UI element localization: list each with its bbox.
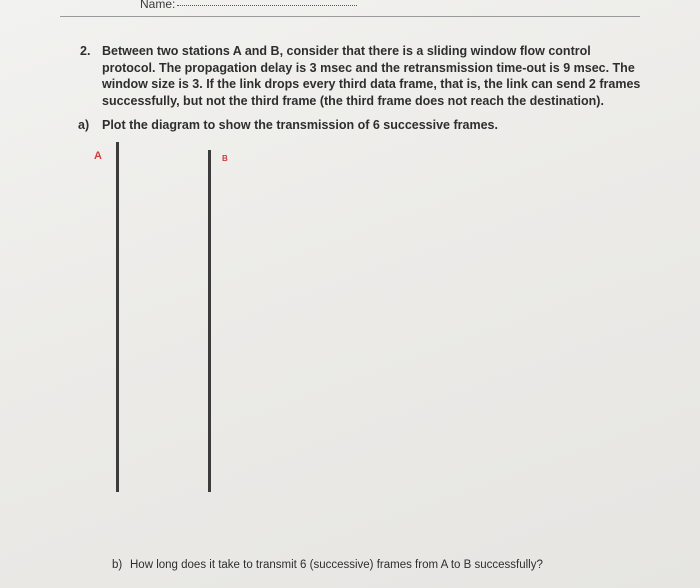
name-field	[140, 0, 357, 11]
station-a-timeline	[116, 142, 119, 492]
name-blank-line	[177, 5, 357, 6]
part-a-text: Plot the diagram to show the transmission of 6 successive frames.	[102, 118, 498, 132]
part-a-letter: a)	[78, 118, 90, 132]
part-b-letter: b)	[112, 559, 123, 571]
station-b-label: B	[222, 154, 228, 163]
part-b-text: How long does it take to transmit 6 (successive) frames from A to B successfully?	[130, 559, 543, 571]
question-number: 2.	[80, 44, 91, 58]
name-label: Name:	[140, 0, 176, 11]
station-a-label: A	[94, 150, 102, 162]
header-divider	[60, 16, 640, 17]
question-text: Between two stations A and B, consider that there is a sliding window flow control protocol. The propagation delay is 3 msec and the retransmission time-out is 9 msec. The window size is 3. If the link drops every third data frame, that is, the link can send 2 frames successfully, but not the third frame (the third frame does not reach the destination).	[102, 44, 641, 108]
station-b-timeline	[208, 150, 211, 492]
